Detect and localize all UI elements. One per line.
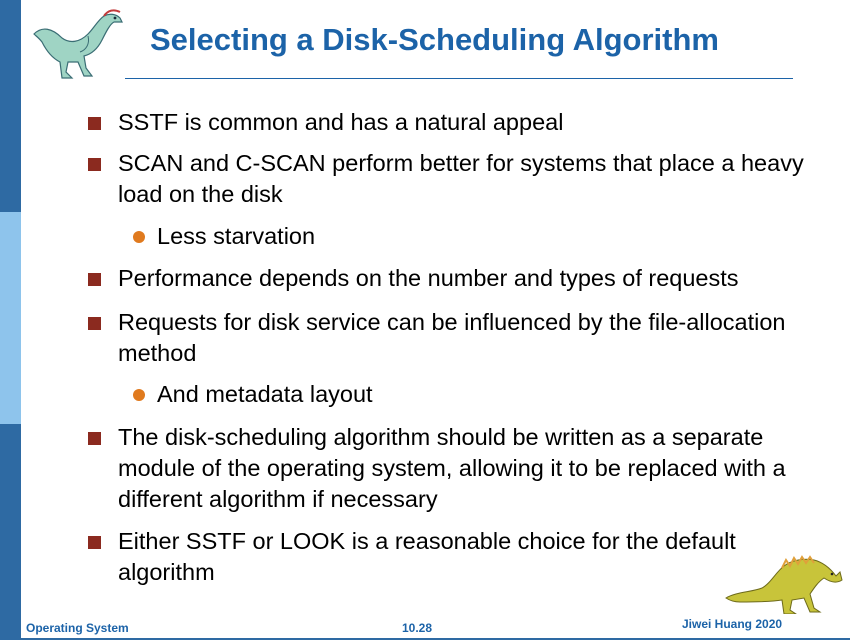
side-bar-segment-dark — [0, 0, 21, 212]
bullet-text: The disk-scheduling algorithm should be written as a separate module of the operating system, allowing it to be replaced with a different algorithm if necessary — [118, 424, 786, 512]
slide-title: Selecting a Disk-Scheduling Algorithm — [150, 22, 719, 57]
dot-bullet-icon — [133, 389, 145, 401]
footer-author: Jiwei Huang 2020 — [682, 617, 783, 631]
footer-course: Operating System — [26, 621, 129, 635]
bullet-item — [118, 148, 838, 210]
bullet-item — [118, 263, 838, 294]
side-bar — [0, 0, 21, 640]
bullet-text: And metadata layout — [157, 381, 373, 407]
dot-bullet-icon — [133, 231, 145, 243]
sub-bullet-item — [157, 379, 837, 410]
bullet-text: Less starvation — [157, 223, 316, 249]
footer-page-number: 10.28 — [402, 621, 433, 635]
dinosaur-icon — [28, 6, 132, 82]
square-bullet-icon — [88, 536, 101, 549]
square-bullet-icon — [88, 158, 101, 171]
side-bar-segment-dark — [0, 424, 21, 640]
bullet-item — [118, 422, 838, 515]
bullet-text: Either SSTF or LOOK is a reasonable choice for the default algorithm — [118, 528, 736, 585]
title-underline — [125, 78, 793, 79]
bullet-text: SSTF is common and has a natural appeal — [118, 109, 564, 135]
bullet-text: Requests for disk service can be influenced by the file-allocation method — [118, 309, 786, 366]
square-bullet-icon — [88, 273, 101, 286]
bullet-text: Performance depends on the number and types of requests — [118, 265, 739, 291]
bullet-text: SCAN and C-SCAN perform better for systems that place a heavy load on the disk — [118, 150, 804, 207]
square-bullet-icon — [88, 117, 101, 130]
bullet-item — [118, 107, 838, 138]
square-bullet-icon — [88, 432, 101, 445]
side-bar-segment-light — [0, 212, 21, 424]
dinosaur-icon — [722, 548, 846, 614]
sub-bullet-item — [157, 221, 837, 252]
square-bullet-icon — [88, 317, 101, 330]
bullet-item — [118, 307, 838, 369]
